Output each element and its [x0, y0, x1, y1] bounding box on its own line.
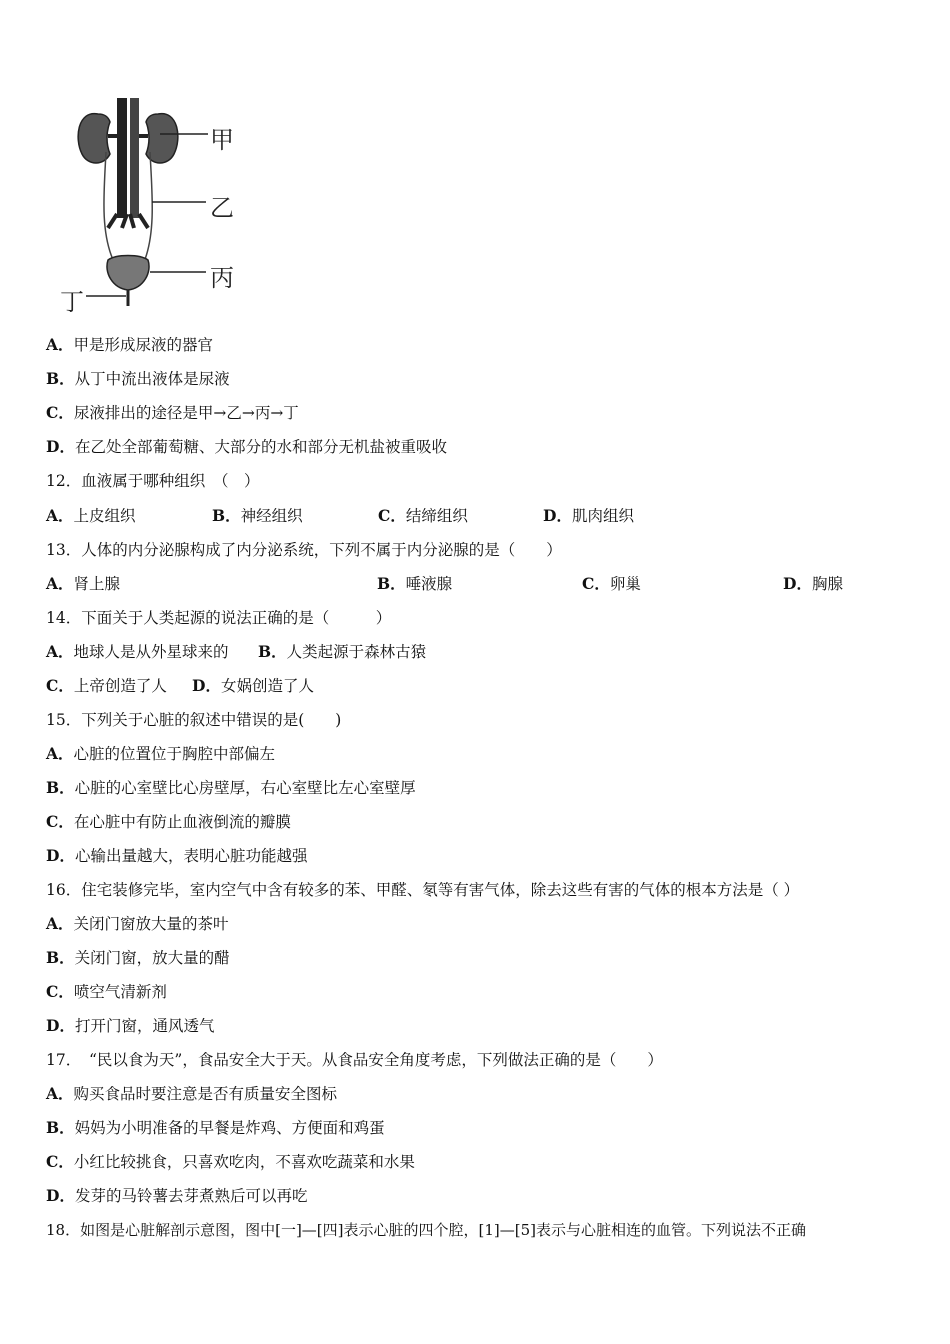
q16-option-c: C．喷空气清新剂 [46, 982, 167, 1001]
q16-option-a: A．关闭门窗放大量的茶叶 [46, 914, 229, 933]
q14-stem: 14．下面关于人类起源的说法正确的是（ ） [46, 609, 392, 627]
figure-label-bing: 丙 [210, 264, 234, 292]
q18-stem: 18．如图是心脏解剖示意图，图中[一]—[四]表示心脏的四个腔，[1]—[5]表示与心脏相连的血管。下列说法不正确 [46, 1221, 806, 1239]
q15-option-b: B．心脏的心室壁比心房壁厚，右心室壁比左心室壁厚 [46, 778, 416, 797]
q13-stem: 13．人体的内分泌腺构成了内分泌系统，下列不属于内分泌腺的是（ ） [46, 541, 562, 559]
q11-option-d: D．在乙处全部葡萄糖、大部分的水和部分无机盐被重吸收 [46, 437, 447, 456]
q11-option-c: C．尿液排出的途径是甲→乙→丙→丁 [46, 403, 299, 422]
q16-stem: 16．住宅装修完毕，室内空气中含有较多的苯、甲醛、氡等有害气体，除去这些有害的气体的根本方法是（ ） [46, 881, 800, 899]
figure-label-yi: 乙 [210, 194, 234, 222]
q13-option-b: B．唾液腺 [377, 574, 453, 593]
q17-option-c: C．小红比较挑食，只喜欢吃肉，不喜欢吃蔬菜和水果 [46, 1152, 415, 1171]
q15-option-d: D．心输出量越大，表明心脏功能越强 [46, 846, 308, 865]
q12-option-d: D．肌肉组织 [543, 506, 634, 525]
q13-option-c: C．卵巢 [582, 574, 641, 593]
q15-option-c: C．在心脏中有防止血液倒流的瓣膜 [46, 812, 291, 831]
q12-option-a: A．上皮组织 [46, 506, 136, 525]
q13-option-a: A．肾上腺 [46, 574, 121, 593]
q11-option-b: B．从丁中流出液体是尿液 [46, 369, 230, 388]
urinary-system-figure [60, 92, 250, 314]
q14-option-c: C．上帝创造了人 [46, 676, 167, 695]
q16-option-d: D．打开门窗，通风透气 [46, 1016, 215, 1035]
q17-stem: 17． “民以食为天”，食品安全大于天。从食品安全角度考虑，下列做法正确的是（ ） [46, 1051, 663, 1069]
q14-option-b: B．人类起源于森林古猿 [258, 642, 427, 661]
figure-label-jia: 甲 [210, 126, 234, 154]
q12-stem: 12．血液属于哪种组织 （ ） [46, 472, 260, 490]
q11-option-a: A．甲是形成尿液的器官 [46, 335, 214, 354]
q13-option-d: D．胸腺 [783, 574, 843, 593]
q12-option-b: B．神经组织 [212, 506, 303, 525]
q14-option-d: D．女娲创造了人 [192, 676, 314, 695]
q16-option-b: B．关闭门窗，放大量的醋 [46, 948, 230, 967]
q12-option-c: C．结缔组织 [378, 506, 468, 525]
figure-label-ding: 丁 [60, 288, 84, 316]
q15-option-a: A．心脏的位置位于胸腔中部偏左 [46, 744, 276, 763]
q17-option-b: B．妈妈为小明准备的早餐是炸鸡、方便面和鸡蛋 [46, 1118, 385, 1137]
q15-stem: 15．下列关于心脏的叙述中错误的是( ) [46, 711, 342, 729]
q17-option-a: A．购买食品时要注意是否有质量安全图标 [46, 1084, 338, 1103]
q14-option-a: A．地球人是从外星球来的 [46, 642, 229, 661]
q17-option-d: D．发芽的马铃薯去芽煮熟后可以再吃 [46, 1186, 308, 1205]
